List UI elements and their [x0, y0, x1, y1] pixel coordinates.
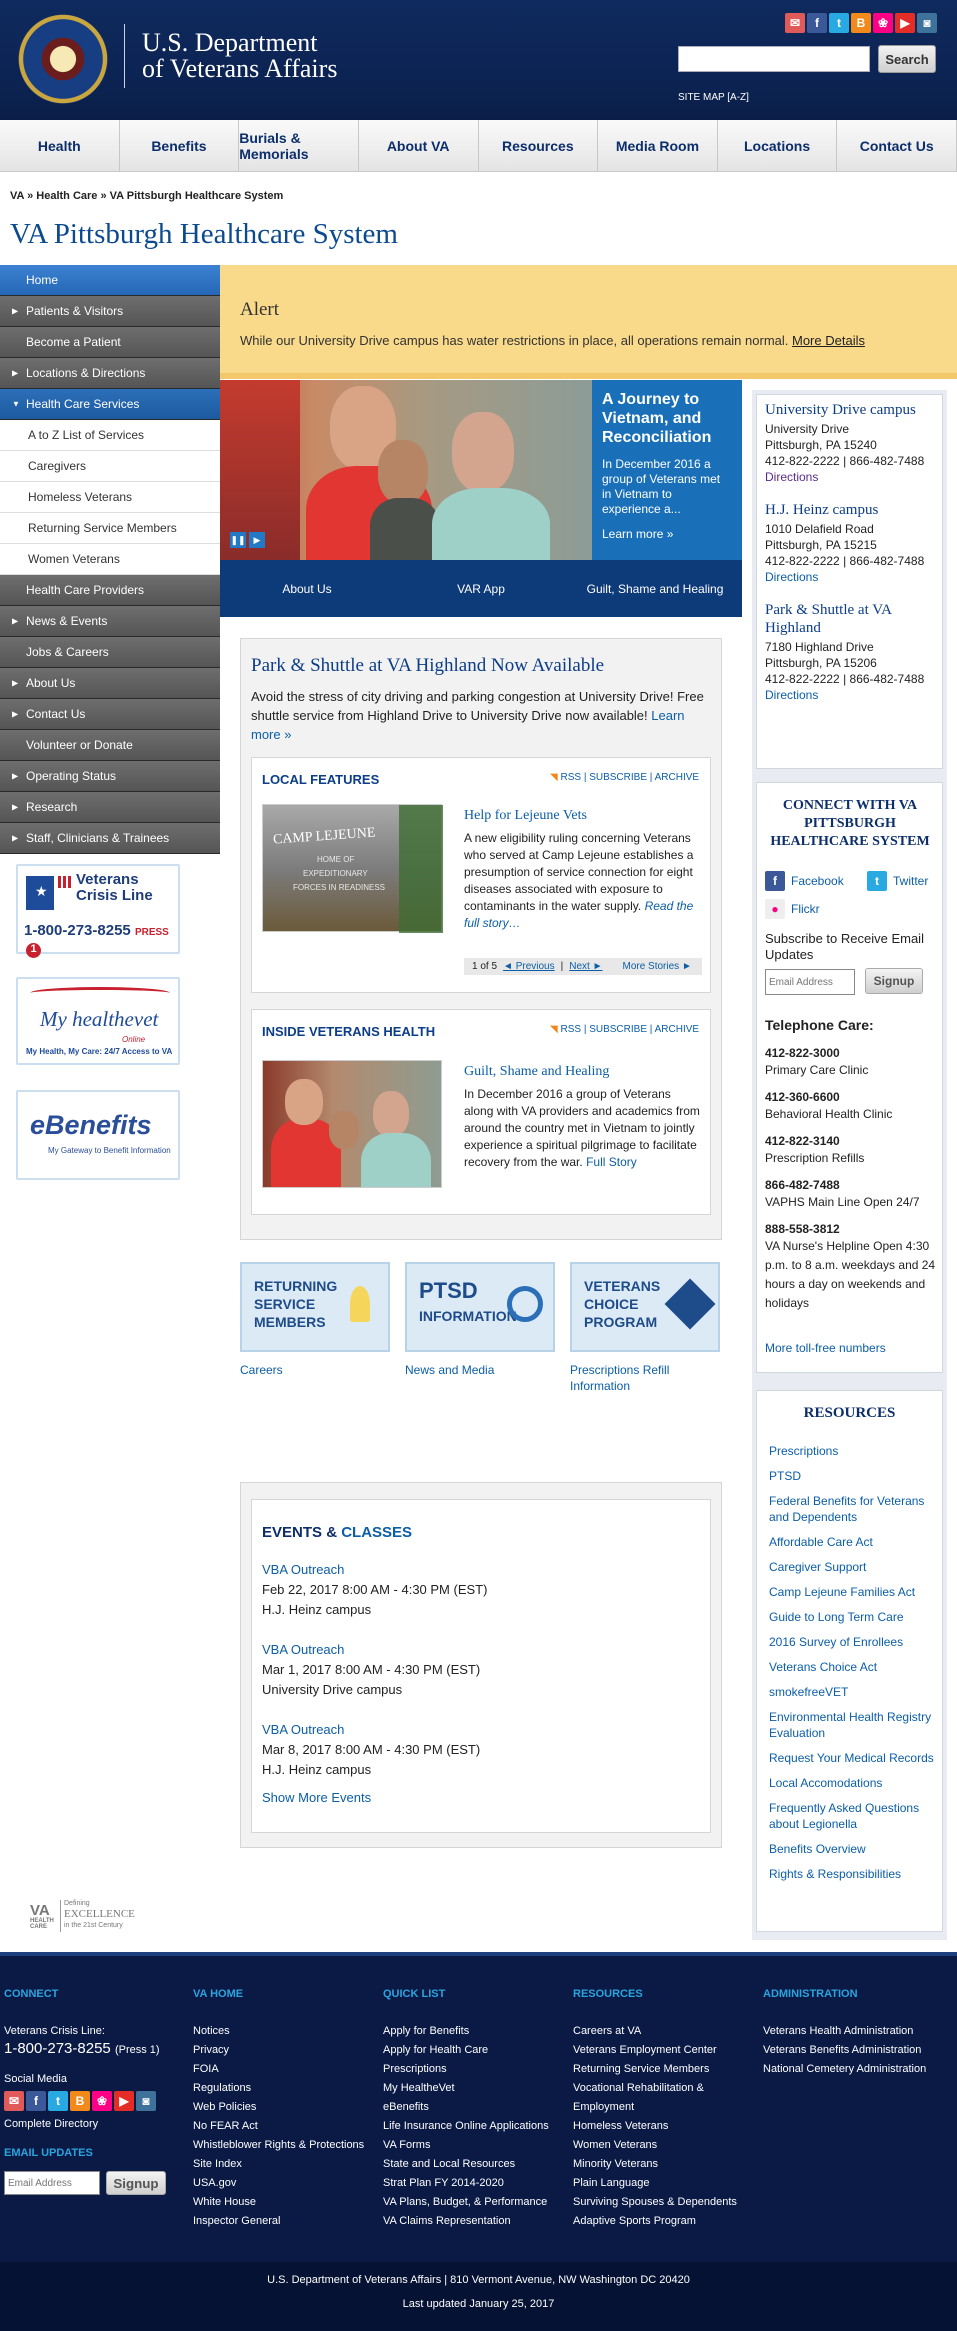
footer-link[interactable]: National Cemetery Administration	[763, 2063, 927, 2075]
location-addr1: University Drive	[765, 422, 850, 436]
lejeune-story-text: A new eligibility ruling concerning Veterans who served at Camp Lejeune establishes a presumption of service connection for eight diseases associated with exposure to contaminants in the water supply. Read the full story…	[464, 831, 694, 930]
event-date: Mar 1, 2017 8:00 AM - 4:30 PM (EST)	[262, 1662, 481, 1677]
phone-description: Prescription Refills	[765, 1151, 865, 1165]
footer-link[interactable]: Veterans Benefits Administration	[763, 2044, 922, 2056]
signup-button[interactable]: Signup	[865, 968, 923, 994]
footer-link[interactable]: Apply for Benefits	[383, 2025, 470, 2037]
nav-about-va[interactable]: About VA	[359, 120, 479, 171]
footer-link[interactable]: USA.gov	[193, 2177, 237, 2189]
event-title-link[interactable]: VBA Outreach	[262, 1562, 345, 1577]
sidebar-item-label: Volunteer or Donate	[26, 738, 133, 752]
location-phone: 412-822-2222 | 866-482-7488	[765, 554, 925, 568]
flickr-icon[interactable]: ❀	[92, 2091, 112, 2111]
flickr-icon[interactable]: ❀	[873, 13, 893, 33]
sidebar-item-news-events[interactable]	[0, 606, 220, 637]
sidebar-item-label: A to Z List of Services	[28, 428, 145, 442]
facebook-icon: f	[765, 871, 785, 891]
sidebar-item-volunteer-or-donate[interactable]	[0, 730, 220, 761]
sidebar-item-staff-clinicians-trainees[interactable]	[0, 823, 220, 854]
footer-col-administration	[763, 1985, 943, 2079]
resources-title: RESOURCES	[803, 1405, 896, 1421]
sidebar-item-label: Operating Status	[26, 769, 117, 783]
facebook-link[interactable]: f Facebook	[765, 871, 844, 891]
instagram-icon[interactable]: ◙	[917, 13, 937, 33]
twitter-link[interactable]: t Twitter	[867, 871, 928, 891]
resource-link[interactable]: Frequently Asked Questions about Legionella	[769, 1801, 920, 1831]
sidebar-item-home[interactable]	[0, 265, 220, 296]
location-addr2: Pittsburgh, PA 15240	[765, 438, 877, 452]
nav-contact-us[interactable]: Contact Us	[837, 120, 957, 171]
promo-tile-2[interactable]	[570, 1262, 720, 1352]
phone-description: Behavioral Health Clinic	[765, 1107, 893, 1121]
sidebar-item-label: Health Care Providers	[26, 583, 145, 597]
phone-number[interactable]: 412-360-6600	[765, 1090, 840, 1104]
footer-col-title: RESOURCES	[573, 1988, 643, 2000]
sidebar-item-patients-visitors[interactable]	[0, 296, 220, 327]
footer-link[interactable]: eBenefits	[383, 2101, 429, 2113]
nav-burials-memorials[interactable]: Burials & Memorials	[239, 120, 359, 171]
sidebar-item-become-a-patient[interactable]	[0, 327, 220, 358]
event-title-link[interactable]: VBA Outreach	[262, 1722, 345, 1737]
footer-link[interactable]: Returning Service Members	[573, 2063, 710, 2075]
park-title: Park & Shuttle at VA Highland Now Available	[251, 655, 605, 676]
sidebar-item-label: About Us	[26, 676, 76, 690]
telephone-care-title: Telephone Care:	[765, 1017, 874, 1033]
search-input[interactable]	[678, 46, 870, 72]
local-features-card	[251, 757, 711, 993]
email-input[interactable]	[765, 969, 855, 995]
resource-link[interactable]: Prescriptions	[769, 1444, 839, 1458]
dots-icon	[58, 876, 72, 888]
local-rss-bar: ◥ RSS | SUBSCRIBE | ARCHIVE	[550, 772, 700, 783]
phone-entry	[765, 1177, 940, 1212]
location-entry	[765, 601, 937, 703]
directions-link[interactable]: Directions	[765, 570, 819, 584]
resource-link[interactable]: Request Your Medical Records	[769, 1751, 934, 1765]
va-seal-logo[interactable]	[18, 14, 108, 104]
youtube-icon[interactable]: ▶	[895, 13, 915, 33]
sitemap-link[interactable]: SITE MAP [A-Z]	[678, 92, 749, 103]
event-place: H.J. Heinz campus	[262, 1602, 372, 1617]
footer-connect-title: CONNECT	[4, 1988, 59, 2000]
events-list	[262, 1560, 702, 1800]
instagram-icon[interactable]: ◙	[136, 2091, 156, 2111]
footer-link[interactable]: Whistleblower Rights & Protections	[193, 2139, 365, 2151]
lejeune-story-title[interactable]: Help for Lejeune Vets	[464, 808, 587, 823]
footer-col-resources	[573, 1985, 753, 2231]
magnifier-icon	[507, 1286, 543, 1322]
promo-text: RETURNING	[254, 1278, 338, 1294]
phone-number[interactable]: 888-558-3812	[765, 1222, 840, 1236]
alert-text: While our University Drive campus has water restrictions in place, all operations remain normal. More Details	[240, 333, 865, 348]
phone-description: VA Nurse's Helpline Open 4:30 p.m. to 8 a.m. weekdays and 24 hours a day on weekends and holidays	[765, 1239, 936, 1310]
event-item	[262, 1720, 702, 1780]
footer-link[interactable]: Surviving Spouses & Dependents	[573, 2196, 737, 2208]
ribbon-icon	[350, 1286, 370, 1322]
triangle-right-icon: ▶	[12, 833, 19, 843]
blogger-icon[interactable]: B	[851, 13, 871, 33]
directions-link[interactable]: Directions	[765, 688, 819, 702]
footer-link[interactable]: Life Insurance Online Applications	[383, 2120, 549, 2132]
directions-link[interactable]: Directions	[765, 470, 819, 484]
triangle-right-icon: ▶	[12, 709, 19, 719]
event-item	[262, 1640, 702, 1700]
footer-col-va-home	[193, 1985, 373, 2231]
park-text: Avoid the stress of city driving and parking congestion at University Drive! Free shuttle service from Highland Drive to University Drive now available! Learn more »	[251, 689, 704, 742]
phone-number[interactable]: 412-822-3140	[765, 1134, 840, 1148]
email-icon[interactable]: ✉	[785, 13, 805, 33]
location-phone: 412-822-2222 | 866-482-7488	[765, 672, 925, 686]
pause-icon[interactable]: ❚❚	[230, 532, 246, 548]
triangle-right-icon: ▶	[12, 368, 19, 378]
resource-link[interactable]: smokefreeVET	[769, 1685, 849, 1699]
resource-link[interactable]: Camp Lejeune Families Act	[769, 1585, 916, 1599]
hero-tab-1[interactable]: VAR App	[457, 581, 505, 596]
footer-topline	[0, 1952, 957, 1956]
event-date: Mar 8, 2017 8:00 AM - 4:30 PM (EST)	[262, 1742, 481, 1757]
promo-text: CHOICE	[584, 1296, 639, 1312]
phone-number[interactable]: 412-822-3000	[765, 1046, 840, 1060]
event-place: H.J. Heinz campus	[262, 1762, 372, 1777]
twitter-icon[interactable]: t	[829, 13, 849, 33]
promo-tiles	[240, 1262, 730, 1402]
phone-number[interactable]: 866-482-7488	[765, 1178, 840, 1192]
location-entry	[765, 501, 937, 585]
main-nav	[0, 120, 957, 172]
footer-col-quick-list	[383, 1985, 563, 2231]
triangle-right-icon: ▶	[12, 802, 19, 812]
footer-link[interactable]: Strat Plan FY 2014-2020	[383, 2177, 504, 2189]
sidebar-item-label: Jobs & Careers	[26, 645, 109, 659]
header-divider	[124, 24, 125, 88]
facebook-icon[interactable]: f	[26, 2091, 46, 2111]
sidebar-item-research[interactable]	[0, 792, 220, 823]
rss-icon: ◥	[550, 1024, 558, 1035]
resource-link[interactable]: PTSD	[769, 1469, 802, 1483]
resource-link[interactable]: Benefits Overview	[769, 1842, 866, 1856]
resource-link[interactable]: Environmental Health Registry Evaluation	[769, 1710, 932, 1740]
sidebar-item-jobs-careers[interactable]	[0, 637, 220, 668]
footer-social-icons	[4, 2091, 174, 2111]
footer-link[interactable]: Homeless Veterans	[573, 2120, 669, 2132]
location-name[interactable]: Park & Shuttle at VA Highland	[765, 602, 892, 636]
alert-more-details-link[interactable]: More Details	[792, 333, 865, 348]
resource-link[interactable]: Guide to Long Term Care	[769, 1610, 904, 1624]
location-phone: 412-822-2222 | 866-482-7488	[765, 454, 925, 468]
inside-health-heading: INSIDE VETERANS HEALTH	[262, 1024, 436, 1039]
sidebar-item-health-care-providers[interactable]	[0, 575, 220, 606]
phone-description: VAPHS Main Line Open 24/7	[765, 1195, 920, 1209]
nav-media-room[interactable]: Media Room	[598, 120, 718, 171]
sidebar-item-contact-us[interactable]	[0, 699, 220, 730]
footer-link[interactable]: Vocational Rehabilitation & Employment	[573, 2082, 704, 2113]
flickr-icon: ●	[765, 899, 785, 919]
footer-link[interactable]: Veterans Health Administration	[763, 2025, 914, 2037]
footer-bottom	[0, 2262, 957, 2331]
right-column	[752, 390, 947, 1940]
promo-text: PROGRAM	[584, 1314, 658, 1330]
blogger-icon[interactable]: B	[70, 2091, 90, 2111]
promo-link-0[interactable]: Careers	[240, 1363, 283, 1377]
sidebar-item-label: Staff, Clinicians & Trainees	[26, 831, 170, 845]
resources-box	[756, 1390, 943, 1932]
resource-link[interactable]: Affordable Care Act	[769, 1535, 873, 1549]
footer-crisis-phone[interactable]: 1-800-273-8255 (Press 1)	[4, 2040, 160, 2057]
location-addr2: Pittsburgh, PA 15206	[765, 656, 877, 670]
footer-link[interactable]: Regulations	[193, 2082, 252, 2094]
triangle-right-icon: ▶	[12, 678, 19, 688]
sidebar-item-health-care-services[interactable]	[0, 389, 220, 420]
connect-title: CONNECT WITH VA PITTSBURGH HEALTHCARE SYSTEM	[770, 798, 930, 849]
footer-col-title: VA HOME	[193, 1988, 244, 2000]
sidebar-item-operating-status[interactable]	[0, 761, 220, 792]
play-icon[interactable]: ▶	[249, 532, 265, 548]
footer-address: U.S. Department of Veterans Affairs | 810 Vermont Avenue, NW Washington DC 20420	[267, 2274, 690, 2286]
lejeune-story-link[interactable]: Read the full story…	[464, 899, 694, 930]
local-features-heading: LOCAL FEATURES	[262, 772, 380, 787]
inside-veterans-health-card	[251, 1009, 711, 1215]
location-addr1: 1010 Delafield Road	[765, 522, 874, 536]
ebenefits-badge[interactable]: eBenefits My Gateway to Benefit Information	[16, 1090, 180, 1180]
footer-link[interactable]: Prescriptions	[383, 2063, 447, 2075]
flickr-link[interactable]: ● Flickr	[765, 899, 820, 919]
footer-link[interactable]: FOIA	[193, 2063, 219, 2075]
full-story-link[interactable]: Full Story	[586, 1155, 637, 1169]
events-card	[251, 1499, 711, 1833]
alert-banner	[220, 265, 957, 379]
twitter-icon[interactable]: t	[48, 2091, 68, 2111]
main-content-panel	[240, 638, 722, 1240]
hero-tabs	[220, 560, 742, 617]
camp-lejeune-photo[interactable]: CAMP LEJEUNE HOME OF EXPEDITIONARY FORCES IN READINESS	[262, 804, 442, 932]
phone-entry	[765, 1045, 940, 1080]
events-heading: EVENTS & CLASSES	[262, 1524, 413, 1541]
phone-entry	[765, 1089, 940, 1124]
location-addr2: Pittsburgh, PA 15215	[765, 538, 877, 552]
subscribe-link[interactable]: SUBSCRIBE	[589, 1024, 647, 1035]
more-tollfree-link[interactable]: More toll-free numbers	[765, 1341, 886, 1355]
alert-title: Alert	[240, 299, 280, 320]
twitter-icon: t	[867, 871, 887, 891]
excellence-logo: VA HEALTH CARE Defining EXCELLENCE in the 21st Century	[30, 1900, 135, 1930]
location-addr1: 7180 Highland Drive	[765, 640, 874, 654]
promo-link-2[interactable]: Prescriptions Refill Information	[570, 1363, 670, 1393]
myhealthevet-badge[interactable]: My healthevet Online My Health, My Care: 24/7 Access to VA	[16, 977, 180, 1065]
events-panel	[240, 1482, 722, 1848]
sidebar-item-label: Women Veterans	[28, 552, 120, 566]
footer-link[interactable]: White House	[193, 2196, 256, 2208]
footer-link[interactable]: No FEAR Act	[193, 2120, 258, 2132]
footer-link[interactable]: Veterans Employment Center	[573, 2044, 717, 2056]
resource-link[interactable]: 2016 Survey of Enrollees	[769, 1635, 904, 1649]
search-button[interactable]: Search	[878, 45, 936, 73]
flag-icon: ★	[26, 876, 54, 910]
sidebar-item-locations-directions[interactable]	[0, 358, 220, 389]
hero-tab-0[interactable]: About Us	[282, 581, 332, 596]
story-pager: 1 of 5 ◄ Previous | Next ► More Stories ►	[464, 958, 702, 975]
footer-link[interactable]: VA Forms	[383, 2139, 431, 2151]
hero-tab-2[interactable]: Guilt, Shame and Healing	[586, 581, 724, 596]
footer-link[interactable]: Inspector General	[193, 2215, 281, 2227]
arc-icon	[30, 987, 170, 999]
sidebar-item-label: Patients & Visitors	[26, 304, 124, 318]
facebook-icon[interactable]: f	[807, 13, 827, 33]
footer-link[interactable]: My HealtheVet	[383, 2082, 455, 2094]
nav-resources[interactable]: Resources	[479, 120, 599, 171]
footer-social-label: Social Media	[4, 2073, 67, 2085]
location-name[interactable]: H.J. Heinz campus	[765, 502, 879, 518]
choice-diamond-icon	[665, 1279, 716, 1330]
promo-text: PTSD	[419, 1278, 478, 1303]
footer-col-title: ADMINISTRATION	[763, 1988, 858, 2000]
archive-link[interactable]: ARCHIVE	[654, 772, 700, 783]
hero-title: A Journey to Vietnam, and Reconciliation	[602, 391, 712, 446]
footer-link[interactable]: Minority Veterans	[573, 2158, 658, 2170]
hero-text: In December 2016 a group of Veterans met in Vietnam to experience a...	[602, 457, 721, 516]
triangle-right-icon: ▶	[12, 616, 19, 626]
footer-link[interactable]: VA Claims Representation	[383, 2215, 511, 2227]
promo-text: INFORMATION	[419, 1308, 517, 1324]
email-icon[interactable]: ✉	[4, 2091, 24, 2111]
footer-link[interactable]: Women Veterans	[573, 2139, 658, 2151]
footer-link[interactable]: Site Index	[193, 2158, 242, 2170]
footer-email-input[interactable]	[4, 2171, 100, 2195]
nav-health[interactable]: Health	[0, 120, 120, 171]
event-date: Feb 22, 2017 8:00 AM - 4:30 PM (EST)	[262, 1582, 488, 1597]
event-place: University Drive campus	[262, 1682, 403, 1697]
sidebar-item-returning-service-members[interactable]	[0, 513, 220, 544]
footer-link[interactable]: Apply for Health Care	[383, 2044, 489, 2056]
footer-link[interactable]: Plain Language	[573, 2177, 650, 2189]
breadcrumb[interactable]: VA » Health Care » VA Pittsburgh Healthcare System	[10, 190, 284, 202]
location-entry	[765, 401, 937, 485]
sidebar-item-label: Become a Patient	[26, 335, 121, 349]
sidebar-item-women-veterans[interactable]	[0, 544, 220, 575]
park-learn-more-link[interactable]: Learn more »	[251, 708, 685, 742]
promo-text: VETERANS	[584, 1278, 661, 1294]
footer-updated: Last updated January 25, 2017	[402, 2298, 555, 2310]
crisis-line-badge[interactable]: ★ Veterans Crisis Line 1-800-273-8255 PRESS1	[16, 864, 180, 954]
sidebar-item-a-to-z-list-of-services[interactable]	[0, 420, 220, 451]
subscribe-link[interactable]: SUBSCRIBE	[589, 772, 647, 783]
sidebar-item-label: Home	[26, 273, 59, 287]
guilt-shame-photo[interactable]	[262, 1060, 442, 1188]
sidebar-item-about-us[interactable]	[0, 668, 220, 699]
triangle-right-icon: ▶	[12, 306, 19, 316]
promo-tile-1[interactable]	[405, 1262, 555, 1352]
footer-link[interactable]: State and Local Resources	[383, 2158, 516, 2170]
connect-box	[756, 782, 943, 1373]
rss-link[interactable]: RSS	[560, 772, 582, 783]
triangle-right-icon: ▶	[12, 771, 19, 781]
header-social-icons	[785, 13, 937, 33]
next-link[interactable]: Next ►	[569, 961, 603, 972]
hero-learn-more-link[interactable]: Learn more »	[602, 527, 674, 541]
event-item	[262, 1560, 702, 1620]
page-title: VA Pittsburgh Healthcare System	[10, 218, 398, 250]
locations-box	[756, 394, 943, 769]
sidebar-item-label: Health Care Services	[26, 397, 140, 411]
left-sidebar	[0, 265, 220, 854]
footer-link[interactable]: Adaptive Sports Program	[573, 2215, 696, 2227]
department-title[interactable]: U.S. Department of Veterans Affairs	[142, 28, 338, 83]
phone-entry	[765, 1133, 940, 1168]
footer-link[interactable]: Privacy	[193, 2044, 230, 2056]
archive-link[interactable]: ARCHIVE	[654, 1024, 700, 1035]
show-more-events-link[interactable]: Show More Events	[262, 1790, 372, 1805]
footer-link[interactable]: VA Plans, Budget, & Performance	[383, 2196, 548, 2208]
triangle-down-icon: ▼	[12, 399, 20, 409]
rss-link[interactable]: RSS	[560, 1024, 582, 1035]
nav-locations[interactable]: Locations	[718, 120, 838, 171]
resource-link[interactable]: Veterans Choice Act	[769, 1660, 878, 1674]
guilt-story-title[interactable]: Guilt, Shame and Healing	[464, 1064, 610, 1079]
footer-connect	[4, 1985, 174, 2195]
sidebar-item-label: News & Events	[26, 614, 108, 628]
footer-crisis-label: Veterans Crisis Line:	[4, 2025, 105, 2037]
footer-signup-button[interactable]: Signup	[106, 2171, 166, 2195]
footer-link[interactable]: Careers at VA	[573, 2025, 642, 2037]
rss-icon: ◥	[550, 772, 558, 783]
sidebar-item-label: Homeless Veterans	[28, 490, 133, 504]
promo-text: MEMBERS	[254, 1314, 326, 1330]
sidebar-item-label: Contact Us	[26, 707, 86, 721]
promo-text: SERVICE	[254, 1296, 316, 1312]
youtube-icon[interactable]: ▶	[114, 2091, 134, 2111]
phone-description: Primary Care Clinic	[765, 1063, 869, 1077]
sidebar-item-label: Research	[26, 800, 78, 814]
footer-email-title: EMAIL UPDATES	[4, 2147, 93, 2159]
phone-entry	[765, 1221, 940, 1313]
inside-rss-bar: ◥ RSS | SUBSCRIBE | ARCHIVE	[550, 1024, 700, 1035]
sidebar-item-label: Returning Service Members	[28, 521, 177, 535]
hero-caption	[592, 380, 742, 560]
footer-link[interactable]: Web Policies	[193, 2101, 257, 2113]
sidebar-item-homeless-veterans[interactable]	[0, 482, 220, 513]
previous-link[interactable]: ◄ Previous	[503, 961, 555, 972]
resource-link[interactable]: Caregiver Support	[769, 1560, 867, 1574]
sidebar-item-label: Locations & Directions	[26, 366, 146, 380]
sidebar-item-caregivers[interactable]	[0, 451, 220, 482]
event-title-link[interactable]: VBA Outreach	[262, 1642, 345, 1657]
resource-link[interactable]: Federal Benefits for Veterans and Dependents	[769, 1494, 925, 1524]
nav-benefits[interactable]: Benefits	[120, 120, 240, 171]
promo-link-1[interactable]: News and Media	[405, 1363, 495, 1377]
more-stories-link[interactable]: More Stories ►	[622, 961, 692, 972]
resource-link[interactable]: Rights & Responsibilities	[769, 1867, 902, 1881]
promo-tile-0[interactable]	[240, 1262, 390, 1352]
location-name[interactable]: University Drive campus	[765, 402, 916, 418]
footer-col-title: QUICK LIST	[383, 1988, 446, 2000]
complete-directory-link[interactable]: Complete Directory	[4, 2118, 99, 2130]
sidebar-item-label: Caregivers	[28, 459, 87, 473]
footer-link[interactable]: Notices	[193, 2025, 230, 2037]
resource-link[interactable]: Local Accomodations	[769, 1776, 883, 1790]
subscribe-text: Subscribe to Receive Email Updates	[765, 931, 924, 962]
guilt-story-text: In December 2016 a group of Veterans along with VA providers and academics from around the country met in Vietnam to jointly experience a spiritual pilgrimage to facilitate recovery from the war. Full Story	[464, 1087, 700, 1169]
